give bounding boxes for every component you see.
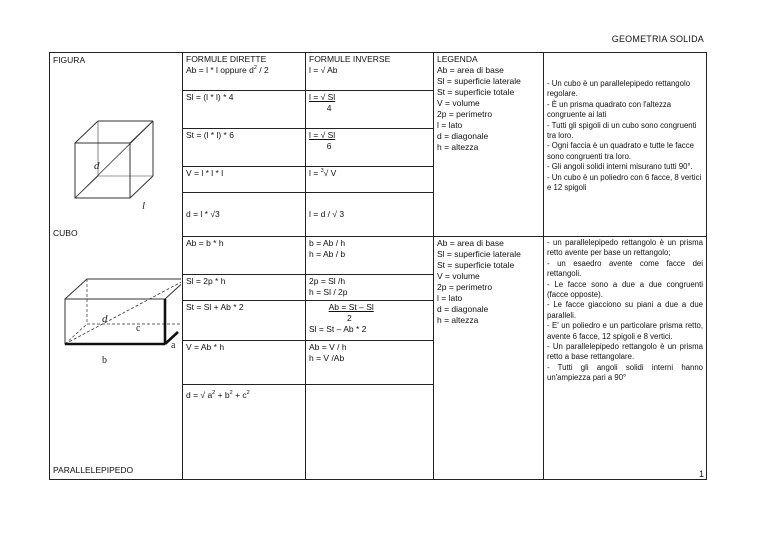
cube-formula-dir-4: V = l * l * l — [183, 167, 306, 193]
inverse-header: FORMULE INVERSE — [309, 54, 391, 64]
parallelepiped-figure-cell — [50, 227, 183, 480]
cube-label-d: d — [94, 160, 100, 172]
cube-notes-cell: - Un cubo è un parallelepipedo rettangolo regolare. - È un prisma quadrato con l'altezza congruente ai lati - Tutti gli spigoli di un cubo sono congruenti tra loro. - Ogni faccia è un quadrato e tutte le facce sono congruenti tra loro. - Gli angoli solidi interni misurano tutti 90°. - Un cubo è un poliedro con 6 facce, 8 vertici e 12 spigoli — [544, 53, 707, 237]
para-legend-cell: Ab = area di base Sl = superficie laterale St = superficie totale V = volume 2p = perimetro l = lato d = diagonale h = altezza — [434, 237, 544, 480]
para-formula-dir-2: Sl = 2p * h — [183, 275, 306, 301]
cube-figure-cell — [50, 53, 183, 237]
para-label-a: a — [171, 339, 176, 351]
page-number: 1 — [698, 469, 704, 479]
cube-formula-inv-5: l = d / √ 3 — [306, 193, 434, 237]
cube-formula-inv-2: $\frac{l = √ Sl}{4}$ — [306, 91, 434, 129]
formula-table — [49, 52, 707, 480]
cube-formula-inv-4: l = $^3$√ V — [306, 167, 434, 193]
figura-header: FIGURA — [53, 55, 86, 65]
dirette-header: FORMULE DIRETTE — [186, 54, 267, 64]
para-formula-dir-1: Ab = b * h — [183, 237, 306, 275]
para-label-c: c — [136, 322, 141, 334]
para-formula-dir-3: St = Sl + Ab * 2 — [183, 301, 306, 341]
cube-name: CUBO — [53, 227, 78, 238]
para-formula-dir-4: V = Ab * h — [183, 341, 306, 385]
para-notes-cell: - un parallelepipedo rettangolo è un prisma retto avente per base un rettangolo; - un esaedro avente come facce dei rettangoli. - Le facce sono a due a due congruenti (facce opposte). - Le facce giacciono su piani a due a due paralleli. - E' un poliedro e un particolare prisma retto, avente 6 facce, 12 spigoli e 8 vertici. - Un parallelepipedo rettangolo è un prisma retto a base rettangolare. - Tutti gli angoli solidi interni hanno un'ampiezza pari a 90° — [544, 237, 707, 480]
para-formula-inv-5 — [306, 385, 434, 480]
legenda-header: LEGENDA — [437, 54, 478, 64]
cube-formula-dir-3: St = (l * l) * 6 — [183, 129, 306, 167]
cube-diagram — [50, 53, 181, 235]
page-header-title: GEOMETRIA SOLIDA — [611, 34, 704, 44]
para-formula-inv-3: Ab = St – Sl 2 Sl = St – Ab * 2 — [306, 301, 434, 341]
para-formula-inv-4: Ab = V / h h = V /Ab — [306, 341, 434, 385]
cube-label-l: l — [142, 200, 146, 212]
cube-legend-cell: LEGENDA Ab = area di base Sl = superficie laterale St = superficie totale V = volume 2p = perimetro l = lato d = diagonale h = altezza — [434, 53, 544, 237]
cube-formula-inv-3: $\frac{l = √ Sl}{6}$ — [306, 129, 434, 167]
para-label-d: d — [102, 312, 108, 325]
para-formula-inv-2: 2p = Sl /h h = Sl / 2p — [306, 275, 434, 301]
parallelepiped-name: PARALLELEPIPEDO — [53, 465, 134, 475]
cube-formula-dir-2: Sl = (l * l) * 4 — [183, 91, 306, 129]
cube-formula-dir-1: FORMULE DIRETTE Ab = l * l oppure $d^2 / 2$ — [183, 53, 306, 91]
cube-formula-inv-1: FORMULE INVERSE l = √ Ab — [306, 53, 434, 91]
cube-formula-dir-5: d = l * √3 — [183, 193, 306, 237]
para-label-b: b — [102, 354, 107, 366]
parallelepiped-diagram — [50, 259, 181, 389]
para-formula-dir-5: d = √ $a^2 + b^2 + c^2$ — [183, 385, 306, 480]
para-formula-inv-1: b = Ab / h h = Ab / b — [306, 237, 434, 275]
